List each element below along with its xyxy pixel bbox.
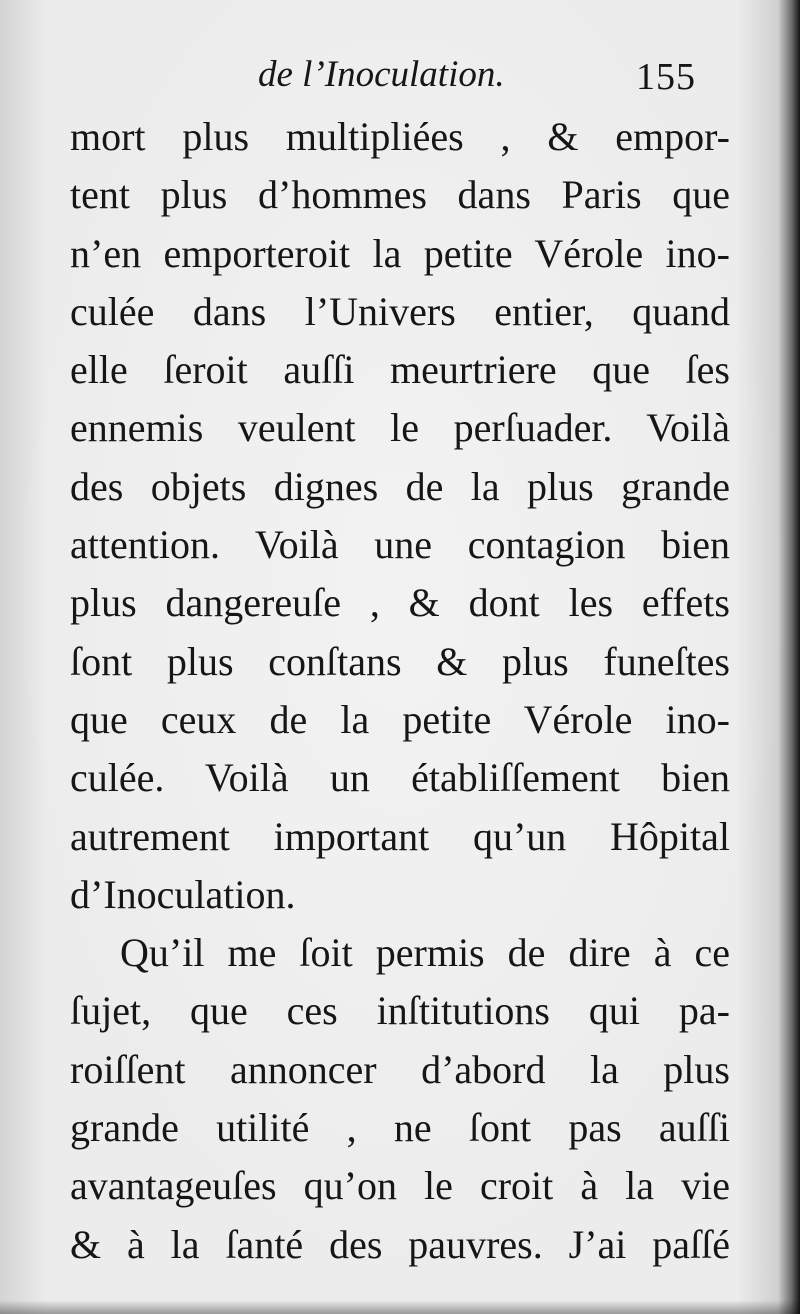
text-line: elle ſeroit auſſi meurtriere que ſes [70, 347, 730, 393]
text-line: attention. Voilà une contagion bien [70, 522, 730, 568]
text-line: autrement important qu’un Hôpital [70, 813, 730, 859]
page-number: 155 [636, 56, 696, 98]
paragraph [70, 924, 730, 1274]
page-bottom-shadow [0, 1300, 800, 1314]
text-line: & à la ſanté des pauvres. J’ai paſſé [70, 1221, 730, 1267]
text-line: d’Inoculation. [70, 871, 296, 917]
text-line: ſujet, que ces inſtitutions qui pa- [70, 988, 730, 1034]
text-line: avantageuſes qu’on le croit à la vie [70, 1163, 730, 1209]
page-edge-shadow [778, 0, 800, 1314]
text-line: plus dangereuſe , & dont les effets [70, 580, 730, 626]
text-line: roiſſent annoncer d’abord la plus [70, 1046, 730, 1092]
text-line: des objets dignes de la plus grande [70, 463, 730, 509]
text-line: n’en emporteroit la petite Vérole ino- [70, 230, 730, 276]
text-line: grande utilité , ne ſont pas auſſi [70, 1105, 730, 1151]
text-line: ſont plus conſtans & plus funeſtes [70, 638, 730, 684]
text-line: que ceux de la petite Vérole ino- [70, 696, 730, 742]
text-line: culée dans l’Univers entier, quand [70, 288, 730, 334]
text-line: mort plus multipliées , & empor- [70, 114, 730, 159]
text-body [70, 108, 730, 1274]
paragraph [70, 108, 730, 924]
page-header [0, 50, 800, 100]
text-line: ennemis veulent le perſuader. Voilà [70, 405, 730, 451]
text-line: culée. Voilà un établiſſement bien [70, 755, 730, 801]
text-line: Qu’il me ſoit permis de dire à ce [120, 930, 730, 976]
text-line: tent plus d’hommes dans Paris que [70, 172, 730, 218]
running-title: de l’Inoculation. [258, 54, 505, 95]
